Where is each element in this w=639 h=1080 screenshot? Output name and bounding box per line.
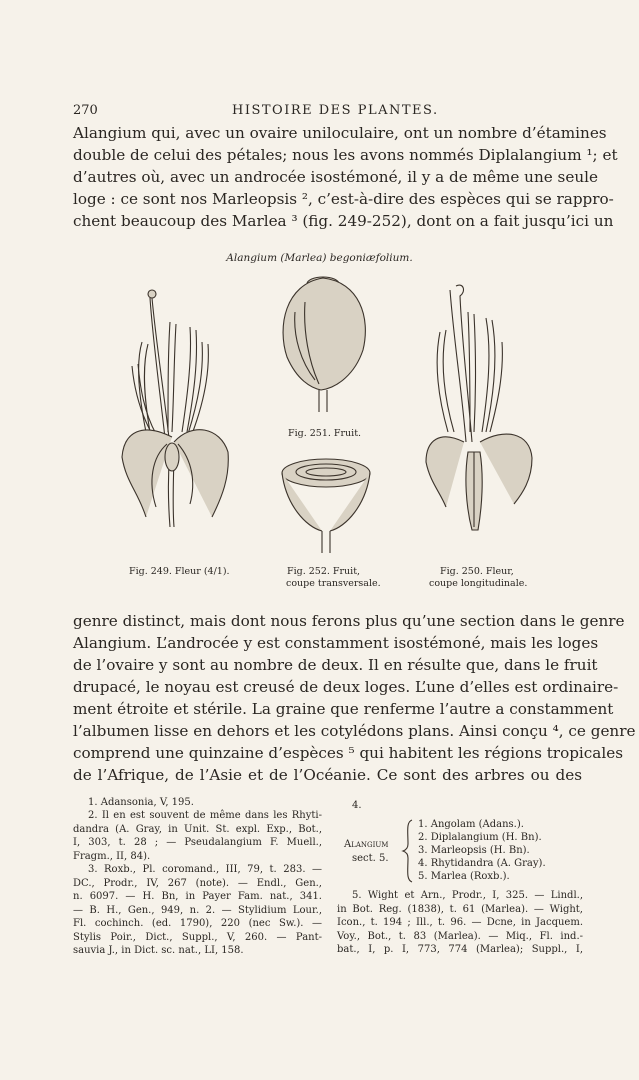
footnote-line: Icon., t. 194 ; Ill., t. 96. — Dcne, in Jacquem. [337,917,583,928]
footnote-line: n. 6097. — H. Bn, in Payer Fam. nat., 341. [73,891,322,902]
caption-fig252-sub: coupe transversale. [286,578,381,589]
body-line: d’autres où, avec un androcée isostémoné, il y a de même une seule [73,168,598,186]
footnote-line: 3. Roxb., Pl. coromand., III, 79, t. 283. — [88,864,322,875]
footnote-4-label: 4. [352,800,362,811]
caption-fig250: Fig. 250. Fleur, [440,566,514,577]
body-line: chent beaucoup des Marlea ³ (fig. 249-252), dont on a fait jusqu’ici un [73,212,614,230]
caption-fig250-sub: coupe longitudinale. [429,578,528,589]
body-line: comprend une quinzaine d’espèces ⁵ qui habitent les régions tropicales [73,744,623,762]
section-item: 2. Diplalangium (H. Bn). [418,832,542,843]
fruit-illustration [275,272,375,422]
footnote-line: I, 303, t. 28 ; — Pseudalangium F. Muell., [73,837,322,848]
footnote-line: sauvia J., in Dict. sc. nat., LI, 158. [73,945,244,956]
body-line: l’albumen lisse en dehors et les cotylédons plans. Ainsi conçu ⁴, ce genre [73,722,636,740]
footnote-line: — B. H., Gen., 949, n. 2. — Stylidium Lour., [73,905,322,916]
body-line: loge : ce sont nos Marleopsis ², c’est-à-dire des espèces qui se rappro- [73,190,614,208]
caption-fig252: Fig. 252. Fruit, [287,566,361,577]
section-item: 3. Marleopsis (H. Bn). [418,845,530,856]
footnote-line: 1. Adansonia, V, 195. [88,797,194,808]
footnote-line: Voy., Bot., t. 83 (Marlea). — Miq., Fl. ind.- [337,931,583,942]
section-item: 5. Marlea (Roxb.). [418,871,510,882]
body-line: ment étroite et stérile. La graine que renferme l’autre a constamment [73,700,614,718]
caption-fig249: Fig. 249. Fleur (4/1). [129,566,230,577]
body-line: de l’Afrique, de l’Asie et de l’Océanie. Ce sont des arbres ou des [73,766,582,784]
footnote-line: 5. Wight et Arn., Prodr., I, 325. — Lindl., [352,890,583,901]
footnote-line: bat., I, p. I, 773, 774 (Marlea); Suppl., I, [337,944,583,955]
alangium-label: Alangium [344,839,389,850]
footnote-line: dandra (A. Gray, in Unit. St. expl. Exp., Bot., [73,824,322,835]
caption-fig251: Fig. 251. Fruit. [288,428,362,439]
footnote-line: Fragm., II, 84). [73,851,151,862]
figure-title: Alangium (Marlea) begoniæfolium. [226,252,413,264]
section-item: 4. Rhytidandra (A. Gray). [418,858,546,869]
body-line: drupacé, le noyau est creusé de deux loges. L’une d’elles est ordinaire- [73,678,619,696]
footnote-line: DC., Prodr., IV, 267 (note). — Endl., Gen., [73,878,322,889]
body-line: Alangium qui, avec un ovaire uniloculaire, ont un nombre d’étamines [73,124,607,142]
section-item: 1. Angolam (Adans.). [418,819,524,830]
body-line: Alangium. L’androcée y est constamment isostémoné, mais les loges [73,634,599,652]
brace [402,818,414,884]
body-line: genre distinct, mais dont nous ferons plus qu’une section dans le genre [73,612,625,630]
footnote-line: in Bot. Reg. (1838), t. 61 (Marlea). — Wight, [337,904,583,915]
alangium-sect-label: sect. 5. [352,853,389,864]
page-number: 270 [73,103,98,118]
flower-illustration [112,282,242,557]
body-line: double de celui des pétales; nous les avons nommés Diplalangium ¹; et [73,146,618,164]
running-head: HISTOIRE DES PLANTES. [232,103,439,118]
body-line: de l’ovaire y sont au nombre de deux. Il en résulte que, dans le fruit [73,656,598,674]
footnote-line: Stylis Poir., Dict., Suppl., V, 260. — Pant- [73,932,322,943]
flower-section-illustration [420,282,540,557]
footnote-line: Fl. cochinch. (ed. 1790), 220 (nec Sw.). — [73,918,322,929]
fruit-section-illustration [280,455,375,560]
footnote-line: 2. Il en est souvent de même dans les Rhyti- [88,810,322,821]
